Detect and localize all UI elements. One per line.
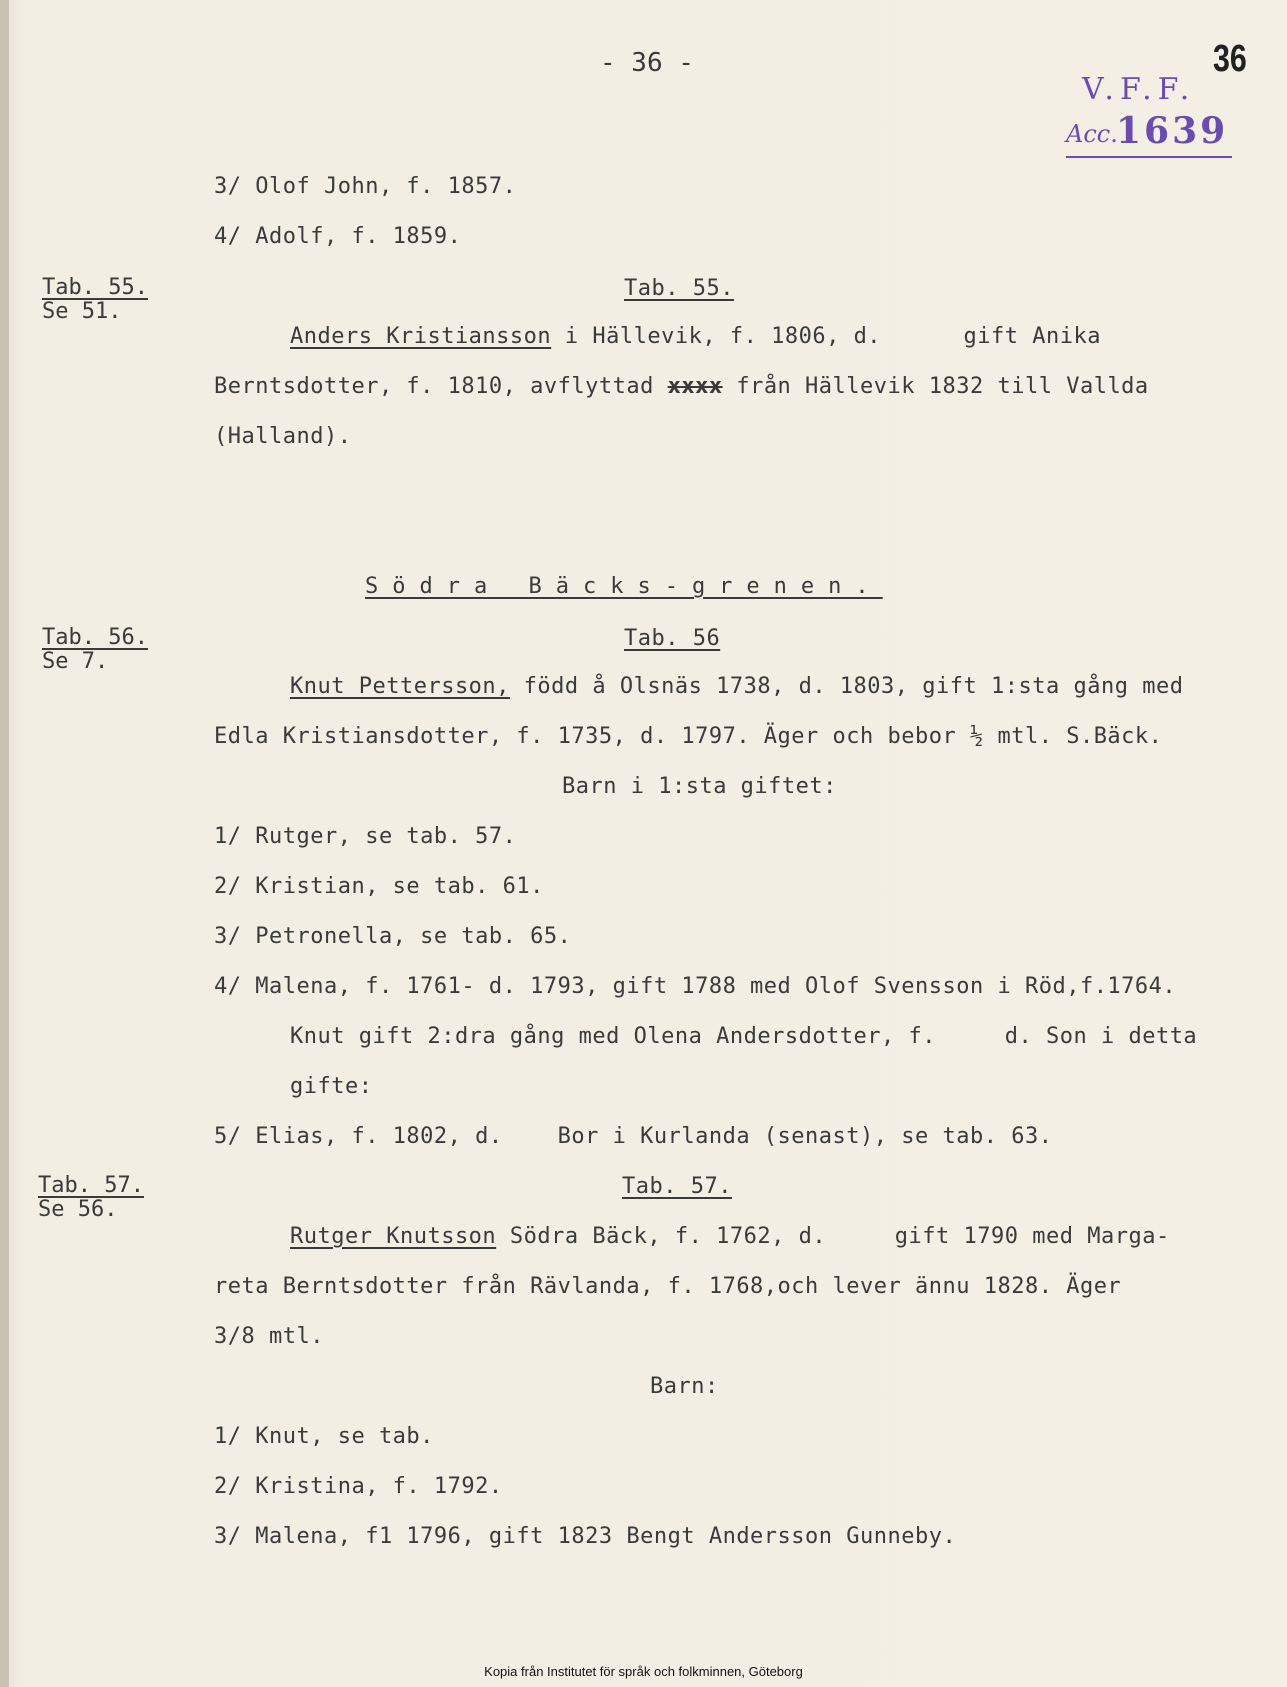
text-line: reta Berntsdotter från Rävlanda, f. 1768,och lever ännu 1828. Äger — [214, 1274, 1122, 1299]
section-heading: Tab. 57. — [622, 1174, 732, 1199]
person-name: Rutger Knutsson — [290, 1224, 497, 1249]
margin-tab-label: Tab. 57. — [38, 1173, 144, 1198]
text-line: 3/ Petronella, se tab. 65. — [214, 924, 572, 949]
section-heading: Tab. 55. — [624, 276, 734, 301]
text-line — [290, 324, 1101, 350]
text-line: gifte: — [290, 1074, 373, 1099]
archive-stamp-acc-number: 1639 — [1116, 110, 1229, 152]
text-line: 4/ Malena, f. 1761- d. 1793, gift 1788 med Olof Svensson i Röd,f.1764. — [214, 974, 1177, 999]
text-segment: Berntsdotter, f. 1810, avflyttad — [214, 374, 668, 399]
text-line: 2/ Kristian, se tab. 61. — [214, 874, 544, 899]
text-line: 1/ Knut, se tab. — [214, 1424, 434, 1449]
subheading: Barn i 1:sta giftet: — [562, 774, 837, 799]
text-line: 4/ Adolf, f. 1859. — [214, 224, 462, 249]
margin-tab-ref — [42, 626, 148, 674]
margin-see-label: Se 56. — [38, 1197, 118, 1222]
person-name: Anders Kristiansson — [290, 324, 552, 349]
text-segment: Södra Bäck, f. 1762, d. gift 1790 med Marga- — [496, 1224, 1170, 1249]
margin-see-label: Se 7. — [42, 649, 109, 674]
text-line: 5/ Elias, f. 1802, d. Bor i Kurlanda (senast), se tab. 63. — [214, 1124, 1053, 1149]
archive-stamp-underline — [1066, 156, 1232, 158]
branch-heading: Södra Bäcks-grenen. — [365, 574, 883, 599]
margin-tab-label: Tab. 55. — [42, 275, 148, 300]
subheading: Barn: — [650, 1374, 719, 1399]
archive-stamp-vff: V.F.F. — [1082, 72, 1196, 107]
margin-see-label: Se 51. — [42, 299, 122, 324]
archive-stamp-acc-label: Acc. — [1066, 120, 1118, 148]
text-line: 1/ Rutger, se tab. 57. — [214, 824, 517, 849]
person-name: Knut Pettersson, — [290, 674, 510, 699]
text-segment: i Hällevik, f. 1806, d. gift Anika — [551, 324, 1101, 349]
margin-tab-label: Tab. 56. — [42, 625, 148, 650]
struck-text: xxxx — [667, 374, 723, 399]
text-segment: född å Olsnäs 1738, d. 1803, gift 1:sta gång med — [509, 674, 1184, 699]
text-line: 2/ Kristina, f. 1792. — [214, 1474, 503, 1499]
text-line: 3/ Olof John, f. 1857. — [214, 174, 517, 199]
text-line — [290, 674, 1183, 700]
margin-tab-ref — [38, 1174, 144, 1222]
section-heading: Tab. 56 — [624, 626, 721, 651]
text-segment: från Hällevik 1832 till Vallda — [722, 374, 1149, 399]
text-line: Knut gift 2:dra gång med Olena Andersdotter, f. d. Son i detta — [290, 1024, 1198, 1049]
page-number: - 36 - — [600, 48, 694, 78]
page-binding-edge — [0, 0, 9, 1687]
text-line: 3/8 mtl. — [214, 1324, 324, 1349]
text-line: 3/ Malena, f1 1796, gift 1823 Bengt Andersson Gunneby. — [214, 1524, 957, 1549]
margin-tab-ref — [42, 276, 148, 324]
page-number-stamp: 36 — [1213, 38, 1247, 80]
text-line — [214, 374, 1149, 400]
text-line: Edla Kristiansdotter, f. 1735, d. 1797. Äger och bebor ½ mtl. S.Bäck. — [214, 724, 1163, 749]
text-line: (Halland). — [214, 424, 352, 449]
copyright-footer: Kopia från Institutet för språk och folkminnen, Göteborg — [484, 1664, 803, 1679]
text-line — [290, 1224, 1170, 1250]
